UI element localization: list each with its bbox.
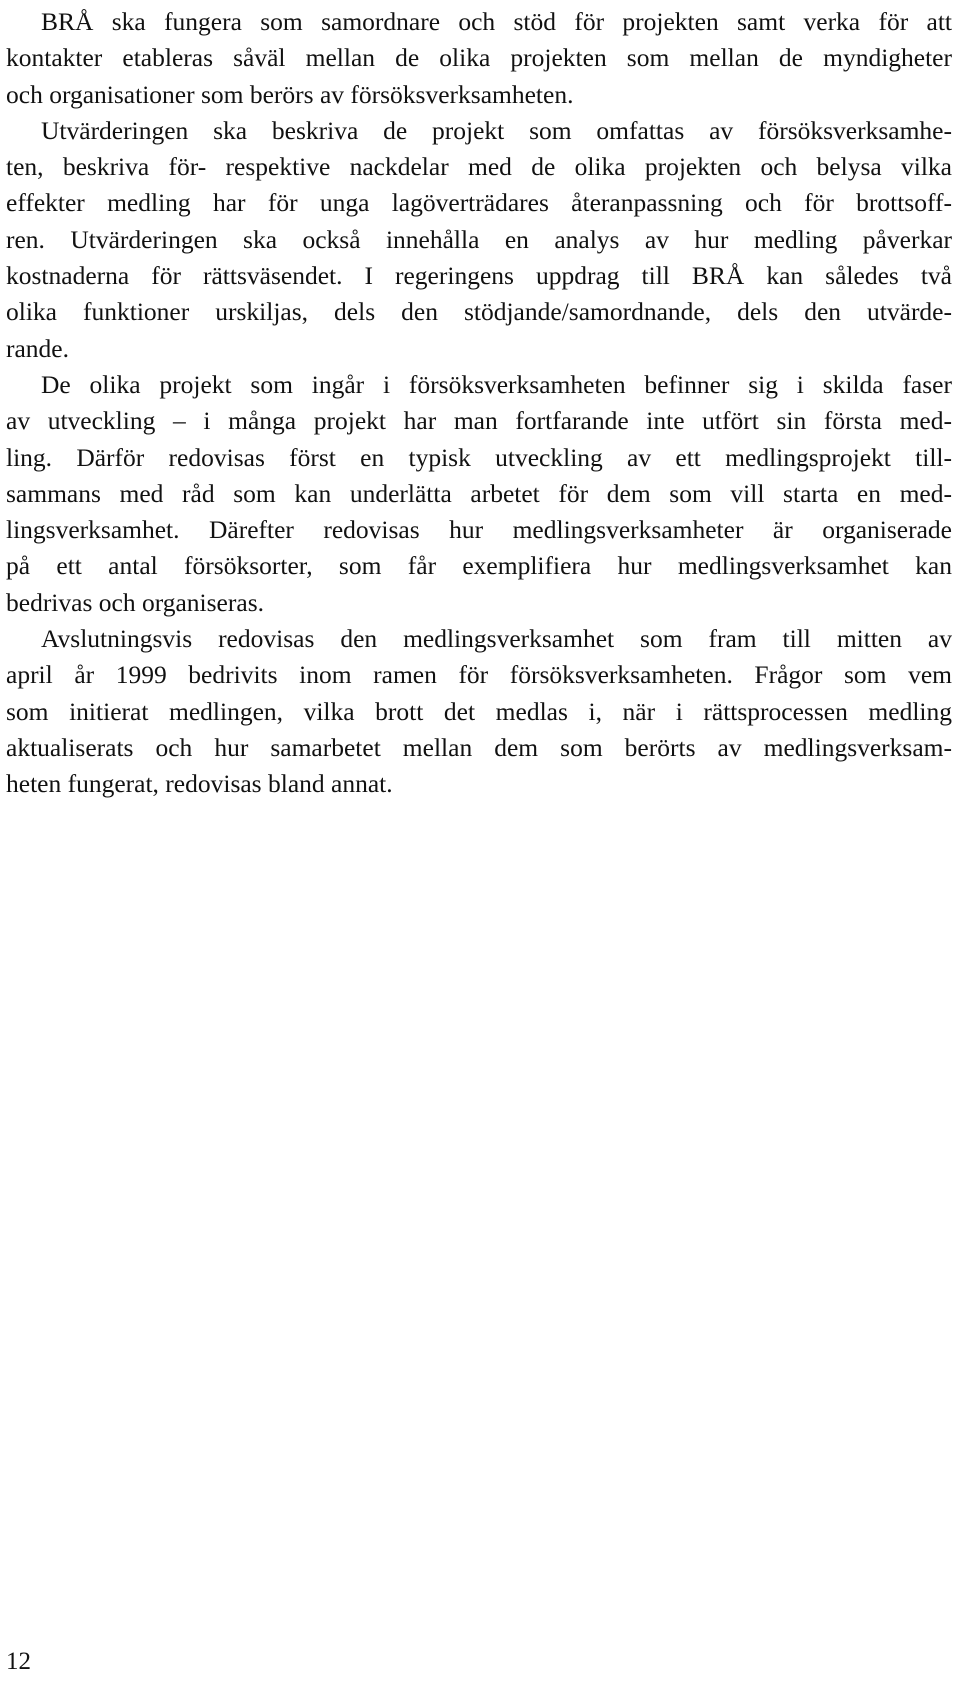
page-number: 12 (6, 1648, 31, 1675)
text-line: De olika projekt som ingår i försöksverksamheten befinner sig i skilda faser (41, 369, 952, 399)
text-line: av utveckling – i många projekt har man fortfarande inte utfört sin första med- (6, 406, 952, 436)
paragraph (6, 113, 952, 367)
text-line: ten, beskriva för- respektive nackdelar med de olika projekten och belysa vilka (6, 152, 952, 182)
text-line: som initierat medlingen, vilka brott det medlas i, när i rättsprocessen medling (6, 696, 952, 726)
text-line: kostnaderna för rättsväsendet. I regeringens uppdrag till BRÅ kan således två (6, 261, 952, 291)
text-line: lingsverksamhet. Därefter redovisas hur medlingsverksamheter är organiserade (6, 515, 952, 545)
text-line: Utvärderingen ska beskriva de projekt som omfattas av försöksverksamhe- (41, 115, 952, 145)
text-line: heten fungerat, redovisas bland annat. (6, 769, 393, 799)
text-line: rande. (6, 333, 70, 363)
page-body (6, 4, 952, 803)
text-line: kontakter etableras såväl mellan de olika projekten som mellan de myndigheter (6, 43, 952, 73)
text-line: Avslutningsvis redovisas den medlingsverksamhet som fram till mitten av (41, 624, 952, 654)
paragraph (6, 621, 952, 802)
text-line: april år 1999 bedrivits inom ramen för försöksverksamheten. Frågor som vem (6, 660, 952, 690)
text-line: ling. Därför redovisas först en typisk utveckling av ett medlingsprojekt till- (6, 442, 952, 472)
paragraph (6, 367, 952, 621)
text-line: effekter medling har för unga lagöverträdares återanpassning och för brottsoff- (6, 188, 952, 218)
text-line: och organisationer som berörs av försöksverksamheten. (6, 79, 574, 109)
text-line: ren. Utvärderingen ska också innehålla en analys av hur medling påverkar (6, 224, 952, 254)
paragraph (6, 4, 952, 113)
text-line: olika funktioner urskiljas, dels den stödjande/samordnande, dels den utvärde- (6, 297, 952, 327)
text-line: på ett antal försöksorter, som får exemplifiera hur medlingsverksamhet kan (6, 551, 952, 581)
text-line: sammans med råd som kan underlätta arbetet för dem som vill starta en med- (6, 478, 952, 508)
text-line: BRÅ ska fungera som samordnare och stöd för projekten samt verka för att (41, 7, 952, 36)
text-line: bedrivas och organiseras. (6, 587, 264, 617)
text-line: aktualiserats och hur samarbetet mellan dem som berörts av medlingsverksam- (6, 732, 952, 762)
